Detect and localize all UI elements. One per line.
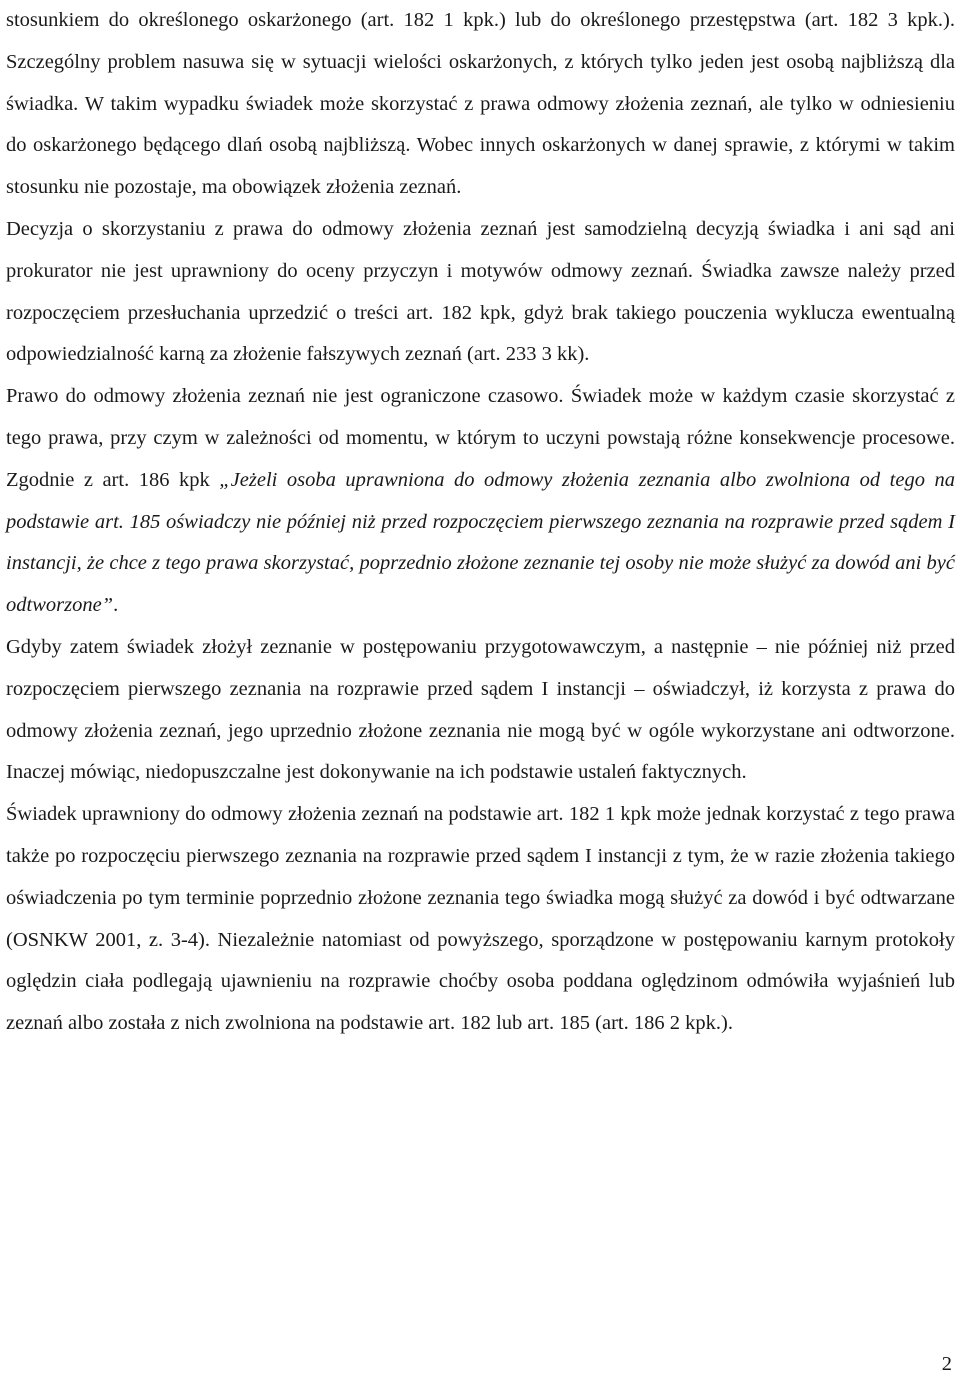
article-186-quote: „Jeżeli osoba uprawniona do odmowy złożenia zeznania albo zwolniona od tego na podstawie art. 185 oświadczy nie później niż przed rozpoczęciem pierwszego zeznania na rozprawie przed sądem I instancji, że chce z tego prawa skorzystać, poprzednio złożone zeznanie tej osoby nie może służyć za dowód ani być odtworzone” [6, 468, 955, 617]
paragraph-4: Gdyby zatem świadek złożył zeznanie w postępowaniu przygotowawczym, a następnie – nie później niż przed rozpoczęciem pierwszego zeznania na rozprawie przed sądem I instancji – oświadczył, iż korzysta z prawa do odmowy złożenia zeznań, jego uprzednio złożone zeznania nie mogą być w ogóle wykorzystane ani odtworzone. Inaczej mówiąc, niedopuszczalne jest dokonywanie na ich podstawie ustaleń faktycznych. [6, 635, 955, 784]
paragraph-5: Świadek uprawniony do odmowy złożenia zeznań na podstawie art. 182 1 kpk może jednak korzystać z tego prawa także po rozpoczęciu pierwszego zeznania na rozprawie przed sądem I instancji z tym, że w razie złożenia takiego oświadczenia po tym terminie poprzednio złożone zeznania tego świadka mogą służyć za dowód i być odtwarzane (OSNKW 2001, z. 3-4). Niezależnie natomiast od powyższego, sporządzone w postępowaniu karnym protokoły oględzin ciała podlegają ujawnieniu na rozprawie choćby osoba poddana oględzinom odmówiła wyjaśnień lub zeznań albo została z nich zwolniona na podstawie art. 182 lub art. 185 (art. 186 2 kpk.). [6, 803, 955, 1035]
paragraph-3 [6, 376, 955, 627]
paragraph-2: Decyzja o skorzystaniu z prawa do odmowy złożenia zeznań jest samodzielną decyzją świadka i ani sąd ani prokurator nie jest uprawniony do oceny przyczyn i motywów odmowy zeznań. Świadka zawsze należy przed rozpoczęciem przesłuchania uprzedzić o treści art. 182 kpk, gdyż brak takiego pouczenia wyklucza ewentualną odpowiedzialność karną za złożenie fałszywych zeznań (art. 233 3 kk). [6, 217, 955, 366]
paragraph-3-end: . [113, 594, 119, 617]
document-page [6, 0, 955, 1045]
page-number: 2 [941, 1353, 952, 1375]
paragraph-1: stosunkiem do określonego oskarżonego (art. 182 1 kpk.) lub do określonego przestępstwa (art. 182 3 kpk.). Szczególny problem nasuwa się w sytuacji wielości oskarżonych, z których tylko jeden jest osobą najbliższą dla świadka. W takim wypadku świadek może skorzystać z prawa odmowy złożenia zeznań, ale tylko w odniesieniu do oskarżonego będącego dlań osobą najbliższą. Wobec innych oskarżonych w danej sprawie, z którymi w takim stosunku nie pozostaje, ma obowiązek złożenia zeznań. [6, 9, 955, 199]
paragraph-3-text: Prawo do odmowy złożenia zeznań nie jest ograniczone czasowo. Świadek może w każdym czasie skorzystać z tego prawa, przy czym w zależności od momentu, w którym to uczyni powstają różne konsekwencje procesowe. Zgodnie z art. 186 kpk [6, 385, 955, 491]
